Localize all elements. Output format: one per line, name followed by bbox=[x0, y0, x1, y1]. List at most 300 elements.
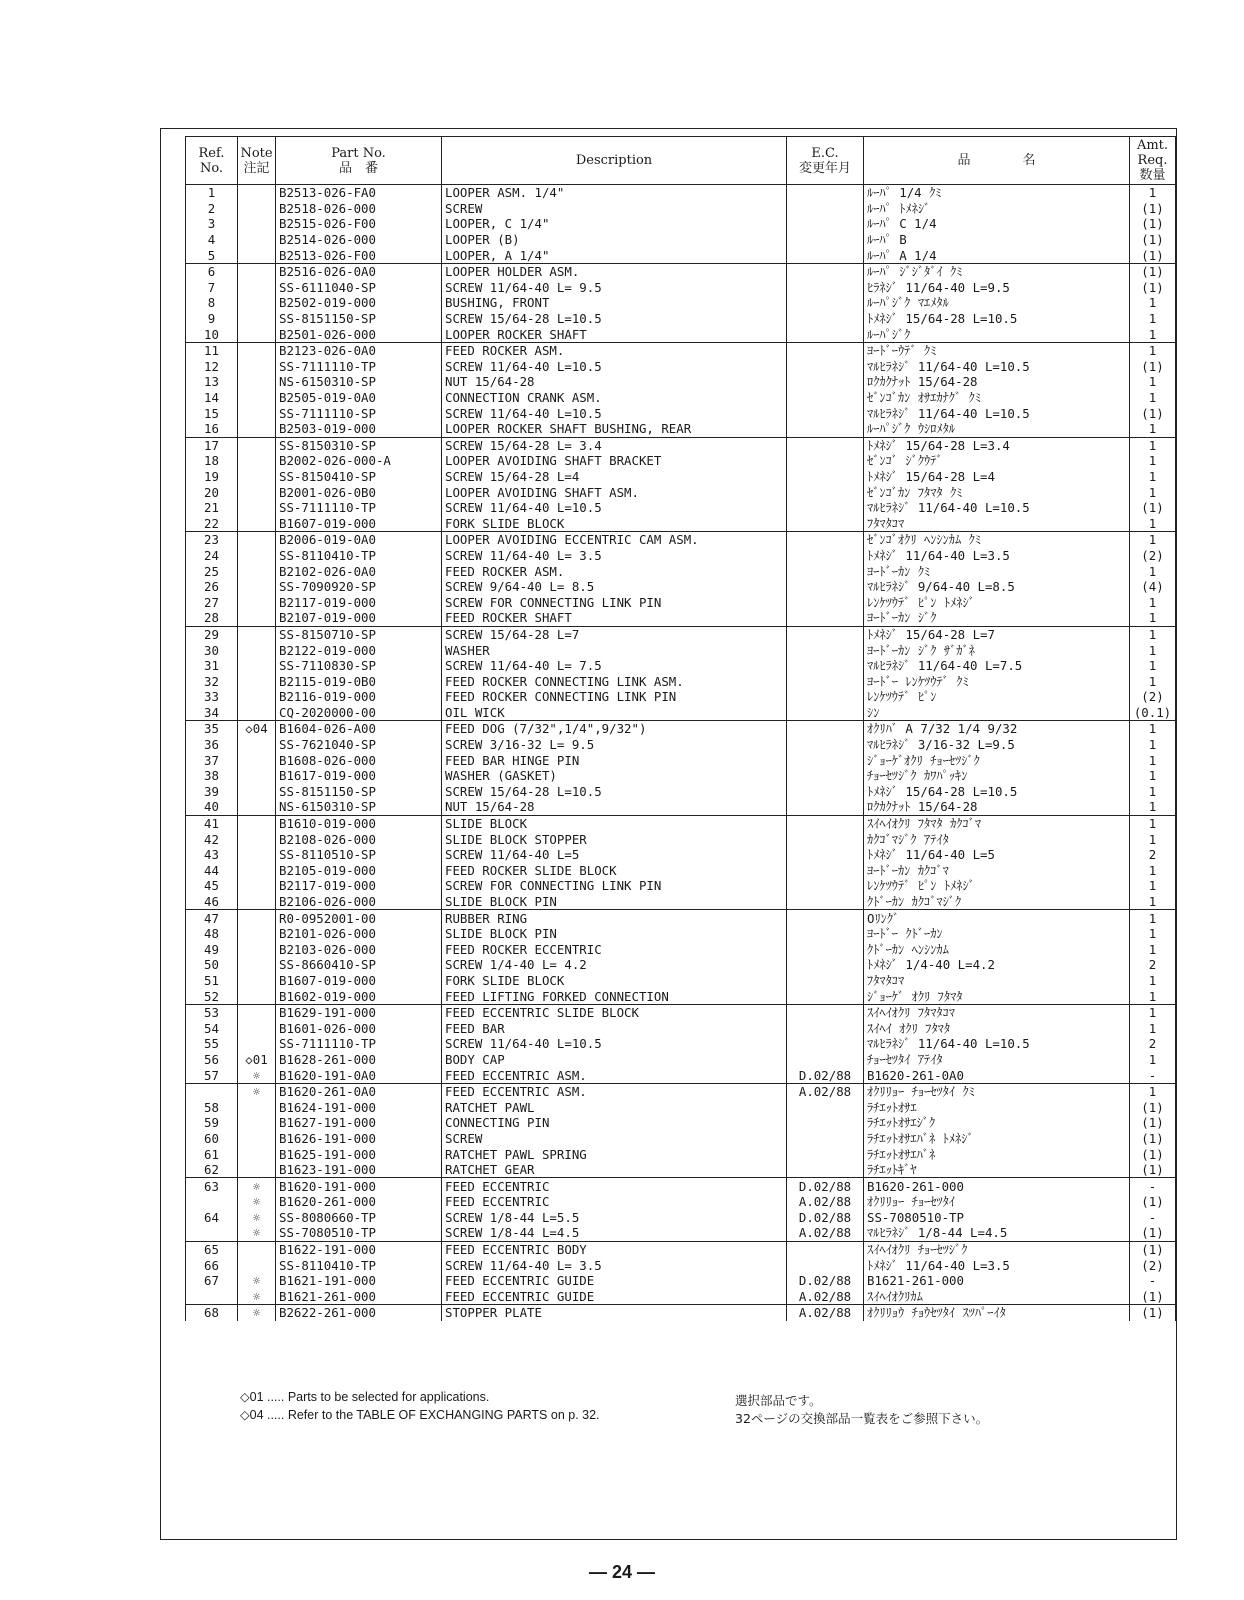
amount-cell: (1) bbox=[1130, 1225, 1176, 1241]
japanese-name-cell: ﾖｰﾄﾞｰｳﾃﾞ ｸﾐ bbox=[864, 342, 1130, 358]
note-cell bbox=[238, 374, 276, 390]
parts-rows bbox=[186, 185, 1176, 1321]
description-cell: SCREW 15/64-28 L=10.5 bbox=[442, 784, 787, 800]
header-ref: Ref. No. bbox=[186, 137, 238, 185]
japanese-name-cell: ｽｲﾍｲｵｸﾘ ﾁｮｰｾﾂｼﾞｸ bbox=[864, 1241, 1130, 1257]
ec-date-cell bbox=[787, 1146, 864, 1162]
ec-date-cell bbox=[787, 799, 864, 815]
table-row bbox=[186, 263, 1176, 279]
ec-date-cell bbox=[787, 1020, 864, 1036]
header-note: Note 注記 bbox=[238, 137, 276, 185]
table-row bbox=[186, 563, 1176, 579]
ref-no-cell: 37 bbox=[186, 752, 238, 768]
japanese-name-cell: ﾏﾙﾋﾗﾈｼﾞ 9/64-40 L=8.5 bbox=[864, 579, 1130, 595]
description-cell: FEED ROCKER ASM. bbox=[442, 563, 787, 579]
japanese-name-cell: ﾄﾒﾈｼﾞ 15/64-28 L=4 bbox=[864, 469, 1130, 485]
part-number-cell: B1608-026-000 bbox=[276, 752, 442, 768]
table-row bbox=[186, 326, 1176, 342]
part-number-cell: B1607-019-000 bbox=[276, 515, 442, 531]
japanese-name-cell: ﾗﾁｴｯﾄｵｻｴｼﾞｸ bbox=[864, 1115, 1130, 1131]
ec-date-cell bbox=[787, 658, 864, 674]
ref-no-cell: 39 bbox=[186, 784, 238, 800]
part-number-cell: B2514-026-000 bbox=[276, 232, 442, 248]
amount-cell: 1 bbox=[1130, 421, 1176, 437]
header-amt: Amt. Req. 数量 bbox=[1130, 137, 1176, 185]
note-cell bbox=[238, 752, 276, 768]
header-ec: E.C. 変更年月 bbox=[787, 137, 864, 185]
amount-cell: 1 bbox=[1130, 973, 1176, 989]
ec-date-cell bbox=[787, 359, 864, 375]
ref-no-cell: 9 bbox=[186, 311, 238, 327]
description-cell: FORK SLIDE BLOCK bbox=[442, 515, 787, 531]
ec-date-cell bbox=[787, 926, 864, 942]
ec-date-cell bbox=[787, 831, 864, 847]
note-cell bbox=[238, 1131, 276, 1147]
description-cell: SCREW 11/64-40 L=5 bbox=[442, 847, 787, 863]
amount-cell: 1 bbox=[1130, 910, 1176, 926]
description-cell: SCREW 11/64-40 L=10.5 bbox=[442, 359, 787, 375]
part-number-cell: B2001-026-0B0 bbox=[276, 484, 442, 500]
japanese-name-cell: ﾖｰﾄﾞｰ ｸﾄﾞｰｶﾝ bbox=[864, 926, 1130, 942]
ref-no-cell: 6 bbox=[186, 263, 238, 279]
japanese-name-cell: B1620-261-0A0 bbox=[864, 1067, 1130, 1083]
note-cell bbox=[238, 216, 276, 232]
table-row bbox=[186, 359, 1176, 375]
amount-cell: 1 bbox=[1130, 894, 1176, 910]
part-number-cell: B2102-026-0A0 bbox=[276, 563, 442, 579]
part-number-cell: B1624-191-000 bbox=[276, 1099, 442, 1115]
table-row bbox=[186, 737, 1176, 753]
japanese-name-cell: ﾚﾝｹﾂｳﾃﾞ ﾋﾟﾝ ﾄﾒﾈｼﾞ bbox=[864, 878, 1130, 894]
part-number-cell: B1620-261-000 bbox=[276, 1194, 442, 1210]
amount-cell: 1 bbox=[1130, 437, 1176, 453]
ref-no-cell: 26 bbox=[186, 579, 238, 595]
description-cell: BODY CAP bbox=[442, 1052, 787, 1068]
ref-no-cell: 19 bbox=[186, 469, 238, 485]
amount-cell: 1 bbox=[1130, 532, 1176, 548]
part-number-cell: B2108-026-000 bbox=[276, 831, 442, 847]
note-cell bbox=[238, 390, 276, 406]
description-cell: STOPPER PLATE bbox=[442, 1305, 787, 1321]
ec-date-cell bbox=[787, 1131, 864, 1147]
ref-no-cell: 51 bbox=[186, 973, 238, 989]
note-cell bbox=[238, 642, 276, 658]
part-number-cell: B2505-019-0A0 bbox=[276, 390, 442, 406]
part-number-cell: B1602-019-000 bbox=[276, 988, 442, 1004]
part-number-cell: B2518-026-000 bbox=[276, 201, 442, 217]
japanese-name-cell: ﾙｰﾊﾟｼﾞｸ ｳｼﾛﾒﾀﾙ bbox=[864, 421, 1130, 437]
ec-date-cell bbox=[787, 263, 864, 279]
description-cell: FEED ROCKER SHAFT bbox=[442, 610, 787, 626]
ec-date-cell: D.02/88 bbox=[787, 1067, 864, 1083]
amount-cell: 1 bbox=[1130, 878, 1176, 894]
table-row bbox=[186, 374, 1176, 390]
part-number-cell: B1601-026-000 bbox=[276, 1020, 442, 1036]
table-row bbox=[186, 610, 1176, 626]
ref-no-cell: 53 bbox=[186, 1004, 238, 1020]
japanese-name-cell: ﾌﾀﾏﾀｺﾏ bbox=[864, 515, 1130, 531]
note-cell: ☼ bbox=[238, 1273, 276, 1289]
ref-no-cell: 11 bbox=[186, 342, 238, 358]
ec-date-cell bbox=[787, 626, 864, 642]
amount-cell: 1 bbox=[1130, 863, 1176, 879]
note-cell bbox=[238, 594, 276, 610]
ref-no-cell: 55 bbox=[186, 1036, 238, 1052]
amount-cell: 1 bbox=[1130, 374, 1176, 390]
note-cell bbox=[238, 1099, 276, 1115]
ref-no-cell: 60 bbox=[186, 1131, 238, 1147]
note-cell: ☼ bbox=[238, 1225, 276, 1241]
ec-date-cell bbox=[787, 863, 864, 879]
table-row bbox=[186, 453, 1176, 469]
description-cell: CONNECTING PIN bbox=[442, 1115, 787, 1131]
japanese-name-cell: ﾙｰﾊﾟ B bbox=[864, 232, 1130, 248]
part-number-cell: B2123-026-0A0 bbox=[276, 342, 442, 358]
note-cell: ☼ bbox=[238, 1083, 276, 1099]
note-cell bbox=[238, 1241, 276, 1257]
japanese-name-cell: ﾋﾗﾈｼﾞ 11/64-40 L=9.5 bbox=[864, 280, 1130, 296]
table-row bbox=[186, 1257, 1176, 1273]
part-number-cell: B1621-261-000 bbox=[276, 1289, 442, 1305]
ec-date-cell bbox=[787, 594, 864, 610]
ref-no-cell: 52 bbox=[186, 988, 238, 1004]
japanese-name-cell: ﾙｰﾊﾟ C 1/4 bbox=[864, 216, 1130, 232]
footnote-04: ◇04 ..... Refer to the TABLE OF EXCHANGING PARTS on p. 32. bbox=[240, 1408, 600, 1422]
table-row bbox=[186, 784, 1176, 800]
part-number-cell: B2105-019-000 bbox=[276, 863, 442, 879]
table-row bbox=[186, 894, 1176, 910]
part-number-cell: B2002-026-000-A bbox=[276, 453, 442, 469]
part-number-cell: B2501-026-000 bbox=[276, 326, 442, 342]
ec-date-cell bbox=[787, 311, 864, 327]
note-cell bbox=[238, 1020, 276, 1036]
part-number-cell: B2103-026-000 bbox=[276, 942, 442, 958]
ec-date-cell bbox=[787, 973, 864, 989]
ec-date-cell: D.02/88 bbox=[787, 1178, 864, 1194]
note-cell bbox=[238, 673, 276, 689]
description-cell: BUSHING, FRONT bbox=[442, 295, 787, 311]
amount-cell: 1 bbox=[1130, 768, 1176, 784]
amount-cell: 1 bbox=[1130, 326, 1176, 342]
ec-date-cell bbox=[787, 1115, 864, 1131]
part-number-cell: SS-7111110-TP bbox=[276, 1036, 442, 1052]
part-number-cell: B2115-019-0B0 bbox=[276, 673, 442, 689]
table-row bbox=[186, 232, 1176, 248]
amount-cell: (1) bbox=[1130, 263, 1176, 279]
description-cell: FEED ECCENTRIC ASM. bbox=[442, 1083, 787, 1099]
part-number-cell: B1620-191-000 bbox=[276, 1178, 442, 1194]
ec-date-cell: A.02/88 bbox=[787, 1194, 864, 1210]
description-cell: SCREW 3/16-32 L= 9.5 bbox=[442, 737, 787, 753]
amount-cell: 1 bbox=[1130, 295, 1176, 311]
note-cell bbox=[238, 815, 276, 831]
description-cell: LOOPER HOLDER ASM. bbox=[442, 263, 787, 279]
ref-no-cell: 4 bbox=[186, 232, 238, 248]
note-cell bbox=[238, 453, 276, 469]
part-number-cell: B1620-261-0A0 bbox=[276, 1083, 442, 1099]
ec-date-cell: A.02/88 bbox=[787, 1305, 864, 1321]
japanese-name-cell: ｽｲﾍｲｵｸﾘ ﾌﾀﾏﾀｺﾏ bbox=[864, 1004, 1130, 1020]
ref-no-cell: 32 bbox=[186, 673, 238, 689]
part-number-cell: B1610-019-000 bbox=[276, 815, 442, 831]
ec-date-cell bbox=[787, 405, 864, 421]
amount-cell: 1 bbox=[1130, 658, 1176, 674]
ec-date-cell bbox=[787, 295, 864, 311]
amount-cell: 1 bbox=[1130, 799, 1176, 815]
table-row bbox=[186, 799, 1176, 815]
note-cell bbox=[238, 988, 276, 1004]
amount-cell: 1 bbox=[1130, 721, 1176, 737]
ec-date-cell bbox=[787, 894, 864, 910]
note-cell bbox=[238, 973, 276, 989]
ec-date-cell: D.02/88 bbox=[787, 1210, 864, 1226]
description-cell: FEED ROCKER ECCENTRIC bbox=[442, 942, 787, 958]
ec-date-cell bbox=[787, 326, 864, 342]
amount-cell: 2 bbox=[1130, 1036, 1176, 1052]
ec-date-cell bbox=[787, 737, 864, 753]
part-number-cell: NS-6150310-SP bbox=[276, 374, 442, 390]
amount-cell: (1) bbox=[1130, 1146, 1176, 1162]
ref-no-cell: 12 bbox=[186, 359, 238, 375]
japanese-name-cell: ﾄﾒﾈｼﾞ 15/64-28 L=7 bbox=[864, 626, 1130, 642]
japanese-name-cell: ﾏﾙﾋﾗﾈｼﾞ 1/8-44 L=4.5 bbox=[864, 1225, 1130, 1241]
japanese-name-cell: ｾﾞﾝｺﾞｶﾝ ﾌﾀﾏﾀ ｸﾐ bbox=[864, 484, 1130, 500]
note-cell bbox=[238, 437, 276, 453]
ref-no-cell: 65 bbox=[186, 1241, 238, 1257]
part-number-cell: SS-8150710-SP bbox=[276, 626, 442, 642]
japanese-name-cell: ﾏﾙﾋﾗﾈｼﾞ 11/64-40 L=10.5 bbox=[864, 405, 1130, 421]
ref-no-cell: 62 bbox=[186, 1162, 238, 1178]
part-number-cell: SS-8150410-SP bbox=[276, 469, 442, 485]
description-cell: LOOPER AVOIDING ECCENTRIC CAM ASM. bbox=[442, 532, 787, 548]
japanese-name-cell: ﾏﾙﾋﾗﾈｼﾞ 11/64-40 L=10.5 bbox=[864, 1036, 1130, 1052]
description-cell: SCREW 11/64-40 L=10.5 bbox=[442, 405, 787, 421]
table-row bbox=[186, 295, 1176, 311]
amount-cell: - bbox=[1130, 1067, 1176, 1083]
table-row bbox=[186, 705, 1176, 721]
table-row bbox=[186, 469, 1176, 485]
amount-cell: - bbox=[1130, 1210, 1176, 1226]
part-number-cell: B2503-019-000 bbox=[276, 421, 442, 437]
part-number-cell: B2101-026-000 bbox=[276, 926, 442, 942]
description-cell: SLIDE BLOCK PIN bbox=[442, 894, 787, 910]
description-cell: SCREW 15/64-28 L= 3.4 bbox=[442, 437, 787, 453]
description-cell: FEED ROCKER ASM. bbox=[442, 342, 787, 358]
header-part-no: Part No. 品 番 bbox=[276, 137, 442, 185]
table-row bbox=[186, 831, 1176, 847]
table-row bbox=[186, 988, 1176, 1004]
part-number-cell: CQ-2020000-00 bbox=[276, 705, 442, 721]
part-number-cell: B2117-019-000 bbox=[276, 878, 442, 894]
table-row bbox=[186, 1083, 1176, 1099]
description-cell: FEED LIFTING FORKED CONNECTION bbox=[442, 988, 787, 1004]
table-row bbox=[186, 1036, 1176, 1052]
description-cell: LOOPER ROCKER SHAFT bbox=[442, 326, 787, 342]
japanese-name-cell: ｸﾄﾞｰｶﾝ ﾍﾝｼﾝｶﾑ bbox=[864, 942, 1130, 958]
japanese-name-cell: ｵｸﾘﾘｮｳ ﾁｮｳｾﾂﾀｲ ｽﾂﾊﾟｰｲﾀ bbox=[864, 1305, 1130, 1321]
ref-no-cell bbox=[186, 1225, 238, 1241]
ec-date-cell bbox=[787, 500, 864, 516]
ec-date-cell: A.02/88 bbox=[787, 1289, 864, 1305]
description-cell: SCREW 11/64-40 L= 7.5 bbox=[442, 658, 787, 674]
description-cell: FEED ECCENTRIC SLIDE BLOCK bbox=[442, 1004, 787, 1020]
part-number-cell: B2513-026-F00 bbox=[276, 247, 442, 263]
description-cell: FORK SLIDE BLOCK bbox=[442, 973, 787, 989]
note-cell: ☼ bbox=[238, 1289, 276, 1305]
amount-cell: (1) bbox=[1130, 1194, 1176, 1210]
description-cell: SCREW FOR CONNECTING LINK PIN bbox=[442, 878, 787, 894]
japanese-name-cell: ｾﾞﾝｺﾞｵｸﾘ ﾍﾝｼﾝｶﾑ ｸﾐ bbox=[864, 532, 1130, 548]
description-cell: SLIDE BLOCK PIN bbox=[442, 926, 787, 942]
ref-no-cell: 30 bbox=[186, 642, 238, 658]
amount-cell: (1) bbox=[1130, 1305, 1176, 1321]
ec-date-cell bbox=[787, 232, 864, 248]
ec-date-cell bbox=[787, 815, 864, 831]
amount-cell: (1) bbox=[1130, 1289, 1176, 1305]
ec-date-cell bbox=[787, 342, 864, 358]
amount-cell: 1 bbox=[1130, 390, 1176, 406]
amount-cell: (4) bbox=[1130, 579, 1176, 595]
part-number-cell: B2502-019-000 bbox=[276, 295, 442, 311]
japanese-name-cell: SS-7080510-TP bbox=[864, 1210, 1130, 1226]
description-cell: SCREW 11/64-40 L= 3.5 bbox=[442, 548, 787, 564]
japanese-name-cell: ﾌﾀﾏﾀｺﾏ bbox=[864, 973, 1130, 989]
table-row bbox=[186, 1241, 1176, 1257]
table-row bbox=[186, 1004, 1176, 1020]
description-cell: OIL WICK bbox=[442, 705, 787, 721]
description-cell: WASHER bbox=[442, 642, 787, 658]
amount-cell: 1 bbox=[1130, 784, 1176, 800]
table-row bbox=[186, 548, 1176, 564]
table-row bbox=[186, 579, 1176, 595]
note-cell bbox=[238, 1146, 276, 1162]
description-cell: SLIDE BLOCK STOPPER bbox=[442, 831, 787, 847]
amount-cell: (1) bbox=[1130, 232, 1176, 248]
note-cell bbox=[238, 847, 276, 863]
table-row bbox=[186, 1020, 1176, 1036]
japanese-name-cell: B1620-261-000 bbox=[864, 1178, 1130, 1194]
description-cell: FEED ROCKER CONNECTING LINK PIN bbox=[442, 689, 787, 705]
amount-cell: 1 bbox=[1130, 484, 1176, 500]
ref-no-cell: 1 bbox=[186, 185, 238, 201]
header-row bbox=[186, 137, 1176, 185]
ec-date-cell bbox=[787, 201, 864, 217]
japanese-name-cell: Oﾘﾝｸﾞ bbox=[864, 910, 1130, 926]
japanese-name-cell: ﾏﾙﾋﾗﾈｼﾞ 11/64-40 L=7.5 bbox=[864, 658, 1130, 674]
table-row bbox=[186, 437, 1176, 453]
ec-date-cell bbox=[787, 1099, 864, 1115]
page-number: — 24 — bbox=[588, 1562, 656, 1582]
amount-cell: (2) bbox=[1130, 548, 1176, 564]
table-row bbox=[186, 878, 1176, 894]
amount-cell: (1) bbox=[1130, 201, 1176, 217]
part-number-cell: B1620-191-0A0 bbox=[276, 1067, 442, 1083]
ref-no-cell: 64 bbox=[186, 1210, 238, 1226]
ec-date-cell bbox=[787, 579, 864, 595]
ref-no-cell: 67 bbox=[186, 1273, 238, 1289]
note-cell bbox=[238, 705, 276, 721]
description-cell: SCREW 11/64-40 L=10.5 bbox=[442, 1036, 787, 1052]
ref-no-cell: 15 bbox=[186, 405, 238, 421]
ec-date-cell: A.02/88 bbox=[787, 1083, 864, 1099]
note-cell bbox=[238, 831, 276, 847]
ref-no-cell: 17 bbox=[186, 437, 238, 453]
amount-cell: (1) bbox=[1130, 216, 1176, 232]
ec-date-cell bbox=[787, 1036, 864, 1052]
japanese-name-cell: ﾙｰﾊﾟｼﾞｸ ﾏｴﾒﾀﾙ bbox=[864, 295, 1130, 311]
amount-cell: 1 bbox=[1130, 642, 1176, 658]
table-row bbox=[186, 910, 1176, 926]
ref-no-cell: 44 bbox=[186, 863, 238, 879]
table-row bbox=[186, 1210, 1176, 1226]
table-row bbox=[186, 926, 1176, 942]
ref-no-cell: 14 bbox=[186, 390, 238, 406]
ec-date-cell bbox=[787, 705, 864, 721]
amount-cell: 1 bbox=[1130, 1004, 1176, 1020]
table-row bbox=[186, 642, 1176, 658]
description-cell: SCREW bbox=[442, 201, 787, 217]
amount-cell: 1 bbox=[1130, 515, 1176, 531]
part-number-cell: SS-7111110-TP bbox=[276, 500, 442, 516]
table-row bbox=[186, 957, 1176, 973]
ec-date-cell bbox=[787, 280, 864, 296]
japanese-name-cell: ﾖｰﾄﾞｰｶﾝ ｸﾐ bbox=[864, 563, 1130, 579]
note-cell bbox=[238, 957, 276, 973]
amount-cell: 1 bbox=[1130, 1052, 1176, 1068]
part-number-cell: SS-7110830-SP bbox=[276, 658, 442, 674]
description-cell: FEED ROCKER SLIDE BLOCK bbox=[442, 863, 787, 879]
part-number-cell: B1617-019-000 bbox=[276, 768, 442, 784]
table-row bbox=[186, 815, 1176, 831]
ec-date-cell bbox=[787, 988, 864, 1004]
japanese-name-cell: ｼﾞｮｰｹﾞ ｵｸﾘ ﾌﾀﾏﾀ bbox=[864, 988, 1130, 1004]
description-cell: FEED ECCENTRIC bbox=[442, 1194, 787, 1210]
ref-no-cell: 66 bbox=[186, 1257, 238, 1273]
japanese-name-cell: ｼﾝ bbox=[864, 705, 1130, 721]
table-row bbox=[186, 626, 1176, 642]
header-description: Description bbox=[442, 137, 787, 185]
note-cell: ◇01 bbox=[238, 1052, 276, 1068]
table-row bbox=[186, 201, 1176, 217]
japanese-name-cell: ﾏﾙﾋﾗﾈｼﾞ 11/64-40 L=10.5 bbox=[864, 359, 1130, 375]
japanese-name-cell: ｾﾞﾝｺﾞ ｼﾞｸｳﾃﾞ bbox=[864, 453, 1130, 469]
japanese-name-cell: ﾏﾙﾋﾗﾈｼﾞ 11/64-40 L=10.5 bbox=[864, 500, 1130, 516]
japanese-name-cell: ｶｸｺﾞﾏｼﾞｸ ｱﾃｲﾀ bbox=[864, 831, 1130, 847]
japanese-name-cell: ﾚﾝｹﾂｳﾃﾞ ﾋﾟﾝ bbox=[864, 689, 1130, 705]
table-row bbox=[186, 1131, 1176, 1147]
description-cell: SCREW 11/64-40 L= 9.5 bbox=[442, 280, 787, 296]
ref-no-cell: 3 bbox=[186, 216, 238, 232]
table-row bbox=[186, 247, 1176, 263]
table-row bbox=[186, 1305, 1176, 1321]
note-cell bbox=[238, 469, 276, 485]
ec-date-cell bbox=[787, 469, 864, 485]
ec-date-cell bbox=[787, 673, 864, 689]
part-number-cell: B1623-191-000 bbox=[276, 1162, 442, 1178]
part-number-cell: SS-6111040-SP bbox=[276, 280, 442, 296]
part-number-cell: SS-8110510-SP bbox=[276, 847, 442, 863]
ref-no-cell bbox=[186, 1194, 238, 1210]
ref-no-cell: 58 bbox=[186, 1099, 238, 1115]
ec-date-cell bbox=[787, 437, 864, 453]
ref-no-cell: 24 bbox=[186, 548, 238, 564]
ref-no-cell bbox=[186, 1083, 238, 1099]
ref-no-cell: 56 bbox=[186, 1052, 238, 1068]
amount-cell: 1 bbox=[1130, 185, 1176, 201]
note-cell bbox=[238, 658, 276, 674]
japanese-name-cell: ﾗﾁｴｯﾄｷﾞﾔ bbox=[864, 1162, 1130, 1178]
note-cell bbox=[238, 1036, 276, 1052]
